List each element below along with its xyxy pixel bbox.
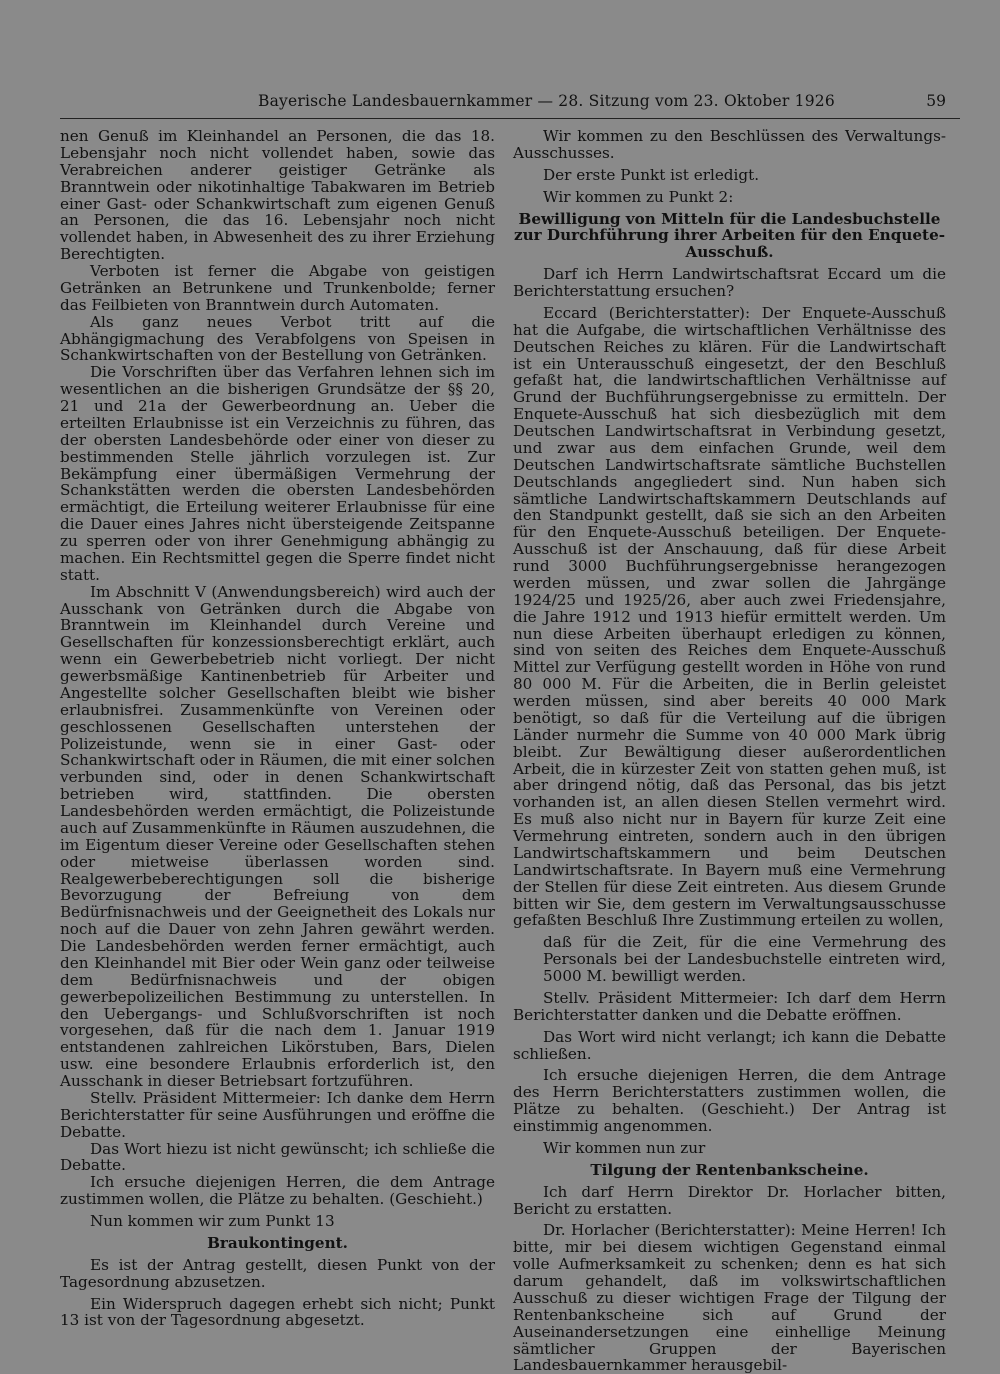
paragraph: nen Genuß im Kleinhandel an Personen, die das 18. Lebensjahr noch nicht vollendet haben, sowie das Verabreichen anderer geistiger Getränke als Branntwein oder nikotinhaltige Tabakwaren im Betrieb einer Gast- oder Schankwirtschaft zum eigenen Genuß an Personen, die das 16. Lebensjahr noch nicht vollendet haben, in Abwesenheit des zu ihrer Erziehung Berechtigten. — [60, 127, 495, 264]
paragraph: Ich darf Herrn Direktor Dr. Horlacher bitten, Bericht zu erstatten. — [513, 1182, 946, 1218]
speaker-paragraph: Dr. Horlacher (Berichterstatter): Meine Herren! Ich bitte, mir bei diesem wichtigen Gegenstand einmal volle Aufmerksamkeit zu schenken; denn es hat sich darum gehandelt, daß im volkswirtschaftlichen Ausschuß zu dieser wichtigen Frage der Tilgung der Rentenbankscheine sich auf Grund der Auseinandersetzungen eine einhellige Meinung sämtlicher Gruppen der Bayerischen Landesbauernkammer herausgebil- — [513, 1221, 946, 1374]
section-heading: Tilgung der Rentenbankscheine. — [590, 1160, 869, 1179]
paragraph: Ich ersuche diejenigen Herren, die dem Antrage des Herrn Berichterstatters zustimmen wollen, die Plätze zu behalten. (Geschieht.) Der Antrag ist einstimmig angenommen. — [513, 1066, 946, 1135]
speaker-paragraph: Stellv. Präsident Mittermeier: Ich danke dem Herrn Berichterstatter für seine Ausführungen und eröffne die Debatte. — [60, 1088, 495, 1141]
paragraph: Als ganz neues Verbot tritt auf die Abhängigmachung des Verabfolgens von Speisen in Schankwirtschaften von der Bestellung von Getränken. — [60, 312, 495, 365]
running-header — [60, 92, 960, 119]
paragraph: Es ist der Antrag gestellt, diesen Punkt von der Tagesordnung abzusetzen. — [60, 1255, 495, 1291]
paragraph: Die Vorschriften über das Verfahren lehnen sich im wesentlichen an die bisherigen Grundsätze der §§ 20, 21 und 21a der Gewerbeordnung an. Ueber die erteilten Erlaubnisse ist ein Verzeichnis zu führen, das der obersten Landesbehörde oder einer von dieser zu bestimmenden Stelle jährlich vorzulegen ist. Zur Bekämpfung einer übermäßigen Vermehrung der Schankstätten werden die obersten Landesbehörden ermächtigt, die Erteilung weiterer Erlaubnisse für eine die Dauer eines Jahres nicht übersteigende Zeitspanne zu sperren oder von ihrer Genehmigung abhängig zu machen. Ein Rechtsmittel gegen die Sperre findet nicht statt. — [60, 363, 495, 584]
agenda-item-intro: Nun kommen wir zum Punkt 13 — [90, 1212, 335, 1230]
paragraph: Wir kommen zu Punkt 2: — [543, 187, 734, 206]
resolution-text: daß für die Zeit, für die eine Vermehrung des Personals bei der Landesbuchstelle eintreten wird, 5000 M. bewilligt werden. — [543, 933, 946, 985]
paragraph: Das Wort wird nicht verlangt; ich kann die Debatte schließen. — [513, 1027, 946, 1063]
paragraph: Wir kommen nun zur — [543, 1138, 706, 1157]
paragraph: Ein Widerspruch dagegen erhebt sich nicht; Punkt 13 ist von der Tagesordnung abgesetzt. — [60, 1294, 495, 1330]
section-heading: Bewilligung von Mitteln für die Landesbuchstelle zur Durchführung ihrer Arbeiten für den Enquete-Ausschuß. — [513, 209, 946, 262]
page-number: 59 — [926, 92, 946, 110]
speaker-paragraph: Stellv. Präsident Mittermeier: Ich darf dem Herrn Berichterstatter danken und die Debatte eröffnen. — [513, 988, 946, 1024]
left-column — [60, 128, 495, 1329]
header-title: Bayerische Landesbauernkammer — 28. Sitzung vom 23. Oktober 1926 — [258, 92, 835, 110]
paragraph: Wir kommen zu den Beschlüssen des Verwaltungs-Ausschusses. — [513, 127, 946, 162]
right-column — [513, 128, 946, 1374]
paragraph: Der erste Punkt ist erledigt. — [543, 165, 760, 184]
paragraph: Im Abschnitt V (Anwendungsbereich) wird auch der Ausschank von Getränken durch die Abgabe von Branntwein im Kleinhandel durch Vereine und Gesellschaften für konzessionsberechtigt erklärt, auch wenn ein Gewerbebetrieb nicht vorliegt. Der nicht gewerbsmäßige Kantinenbetrieb für Arbeiter und Angestellte solcher Gesellschaften bleibt wie bisher erlaubnisfrei. Zusammenkünfte von Vereinen oder geschlossenen Gesellschaften unterstehen der Polizeistunde, wenn sie in einer Gast- oder Schankwirtschaft oder in Räumen, die mit einer solchen verbunden sind, oder in denen Schankwirtschaft betrieben wird, stattfinden. Die obersten Landesbehörden werden ermächtigt, die Polizeistunde auch auf Zusammenkünfte in Räumen auszudehnen, die im Eigentum dieser Vereine oder Gesellschaften stehen oder mietweise überlassen worden sind. Realgewerbeberechtigungen soll die bisherige Bevorzugung der Befreiung von dem Bedürfnisnachweis und der Geeignetheit des Lokals nur noch auf die Dauer von zehn Jahren gewährt werden. Die Landesbehörden werden ferner ermächtigt, auch den Kleinhandel mit Bier oder Wein ganz oder teilweise dem Bedürfnisnachweis und der obigen gewerbepolizeilichen Bestimmung zu unterstellen. In den Uebergangs- und Schlußvorschriften ist noch vorgesehen, daß für die nach dem 1. Januar 1919 entstandenen zahlreichen Likörstuben, Bars, Dielen usw. eine besondere Erlaubnis erforderlich ist, den Ausschank in dieser Betriebsart fortzuführen. — [60, 582, 495, 1090]
paragraph: Das Wort hiezu ist nicht gewünscht; ich schließe die Debatte. — [60, 1139, 495, 1175]
paragraph: Verboten ist ferner die Abgabe von geistigen Getränken an Betrunkene und Trunkenbolde; ferner das Feilbieten von Branntwein durch Automaten. — [60, 262, 495, 314]
section-heading: Braukontingent. — [207, 1233, 348, 1252]
paragraph: Darf ich Herrn Landwirtschaftsrat Eccard um die Berichterstattung ersuchen? — [513, 265, 946, 300]
speaker-paragraph: Eccard (Berichterstatter): Der Enquete-Ausschuß hat die Aufgabe, die wirtschaftlichen Verhältnisse des Deutschen Reiches zu klären. Für die Landwirtschaft ist ein Unterausschuß eingesetzt, der den Beschluß gefaßt hat, die landwirtschaftlichen Verhältnisse auf Grund der Buchführungsergebnisse zu ermitteln. Der Enquete-Ausschuß hat sich diesbezüglich mit dem Deutschen Landwirtschaftsrat in Verbindung gesetzt, und zwar aus dem einfachen Grunde, weil dem Deutschen Landwirtschaftsrate sämtliche Buchstellen Deutschlands angegliedert sind. Nun haben sich sämtliche Landwirtschaftskammern Deutschlands auf den Standpunkt gestellt, daß sie sich an den Arbeiten für den Enquete-Ausschuß beteiligen. Der Enquete-Ausschuß ist der Anschauung, daß für diese Arbeit rund 3000 Buchführungsergebnisse herangezogen werden müssen, und zwar sollen die Jahrgänge 1924/25 und 1925/26, aber auch zwei Friedensjahre, die Jahre 1912 und 1913 hiefür ermittelt werden. Um nun diese Arbeiten überhaupt erledigen zu können, sind von seiten des Reiches dem Enquete-Ausschuß Mittel zur Verfügung gestellt worden in Höhe von rund 80 000 M. Für die Arbeiten, die in Berlin geleistet werden müssen, sind aber bereits 40 000 Mark benötigt, so daß für die Verteilung auf die übrigen Länder nurmehr die Summe von 40 000 Mark übrig bleibt. Zur Bewältigung dieser außerordentlichen Arbeit, die in kürzester Zeit von statten gehen muß, ist aber dringend nötig, daß das Personal, das bis jetzt vorhanden ist, an allen diesen Stellen vermehrt wird. Es muß also nicht nur in Bayern für kurze Zeit eine Vermehrung eintreten, sondern auch in den übrigen Landwirtschaftskammern und beim Deutschen Landwirtschaftsrate. In Bayern muß eine Vermehrung der Stellen für diese Zeit eintreten. Aus diesem Grunde bitten wir Sie, dem gestern im Verwaltungsausschusse gefaßten Beschluß Ihre Zustimmung erteilen zu wollen, — [513, 303, 946, 930]
paragraph: Ich ersuche diejenigen Herren, die dem Antrage zustimmen wollen, die Plätze zu behalten. (Geschieht.) — [60, 1173, 495, 1209]
